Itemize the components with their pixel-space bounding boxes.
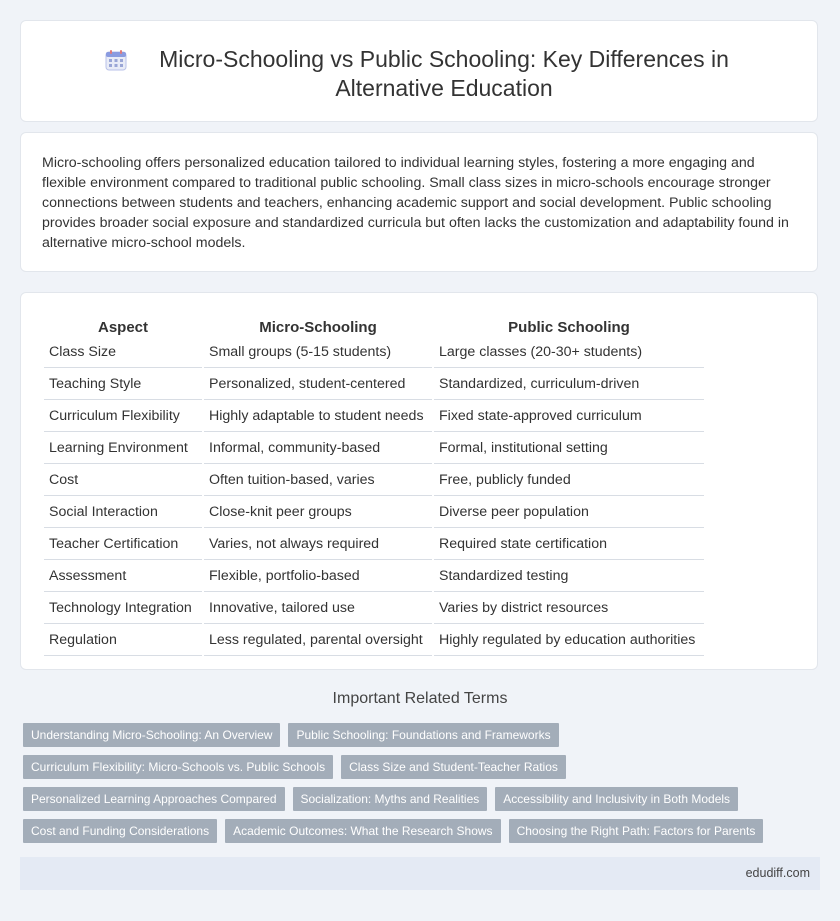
related-term-tag[interactable]: Academic Outcomes: What the Research Shows [225,819,500,843]
table-cell: Diverse peer population [434,498,704,528]
table-cell: Large classes (20-30+ students) [434,338,704,368]
table-cell: Teacher Certification [44,530,202,560]
table-cell: Informal, community-based [204,434,432,464]
related-terms-row [23,755,803,779]
table-cell: Technology Integration [44,594,202,624]
table-cell: Standardized testing [434,562,704,592]
table-cell: Fixed state-approved curriculum [434,402,704,432]
related-term-tag[interactable]: Curriculum Flexibility: Micro-Schools vs. Public Schools [23,755,333,779]
related-term-tag[interactable]: Public Schooling: Foundations and Frameworks [288,723,558,747]
table-cell: Social Interaction [44,498,202,528]
table-cell: Often tuition-based, varies [204,466,432,496]
table-cell: Cost [44,466,202,496]
table-cell: Required state certification [434,530,704,560]
table-cell: Flexible, portfolio-based [204,562,432,592]
related-term-tag[interactable]: Socialization: Myths and Realities [293,787,488,811]
table-cell: Formal, institutional setting [434,434,704,464]
related-term-tag[interactable]: Understanding Micro-Schooling: An Overview [23,723,280,747]
table-row [44,594,704,624]
column-header: Aspect [97,319,149,336]
table-row [44,370,704,400]
comparison-card [20,292,818,670]
related-term-tag[interactable]: Accessibility and Inclusivity in Both Models [495,787,738,811]
table-cell: Innovative, tailored use [204,594,432,624]
intro-paragraph: Micro-schooling offers personalized education tailored to individual learning styles, fostering a more engaging and flexible environment compared to traditional public schooling. Small class sizes in micro-schools encourage stronger connections between students and teachers, enhancing academic support and social development. Public schooling provides broader social exposure and standardized curricula but often lacks the customization and adaptability found in alternative micro-school models. [42,155,789,251]
table-cell: Highly regulated by education authorities [434,626,704,656]
related-term-tag[interactable]: Class Size and Student-Teacher Ratios [341,755,566,779]
related-term-tag[interactable]: Cost and Funding Considerations [23,819,217,843]
table-row [44,626,704,656]
table-header-row [44,317,704,336]
table-row [44,562,704,592]
table-cell: Assessment [44,562,202,592]
comparison-table [42,315,706,658]
table-cell: Teaching Style [44,370,202,400]
table-cell: Regulation [44,626,202,656]
table-row [44,498,704,528]
table-row [44,402,704,432]
table-row [44,434,704,464]
footer-site[interactable]: edudiff.com [745,866,810,880]
header-card [20,20,818,122]
related-terms-row [23,723,803,747]
table-cell: Highly adaptable to student needs [204,402,432,432]
intro-card [20,132,818,272]
table-cell: Curriculum Flexibility [44,402,202,432]
table-row [44,466,704,496]
table-cell: Varies by district resources [434,594,704,624]
column-header: Public Schooling [508,319,630,336]
related-terms-list [23,723,803,851]
table-cell: Less regulated, parental oversight [204,626,432,656]
page-title: Micro-Schooling vs Public Schooling: Key Differences in Alternative Education [159,46,729,101]
table-cell: Standardized, curriculum-driven [434,370,704,400]
table-cell: Class Size [44,338,202,368]
table-cell: Close-knit peer groups [204,498,432,528]
related-terms-row [23,819,803,843]
related-term-tag[interactable]: Personalized Learning Approaches Compared [23,787,285,811]
table-cell: Small groups (5-15 students) [204,338,432,368]
related-term-tag[interactable]: Choosing the Right Path: Factors for Parents [509,819,764,843]
table-cell: Learning Environment [44,434,202,464]
table-row [44,530,704,560]
column-header: Micro-Schooling [259,319,377,336]
table-cell: Free, publicly funded [434,466,704,496]
table-cell: Varies, not always required [204,530,432,560]
related-terms-title: Important Related Terms [332,690,508,707]
table-row [44,338,704,368]
table-cell: Personalized, student-centered [204,370,432,400]
footer [20,857,820,890]
related-terms-row [23,787,803,811]
